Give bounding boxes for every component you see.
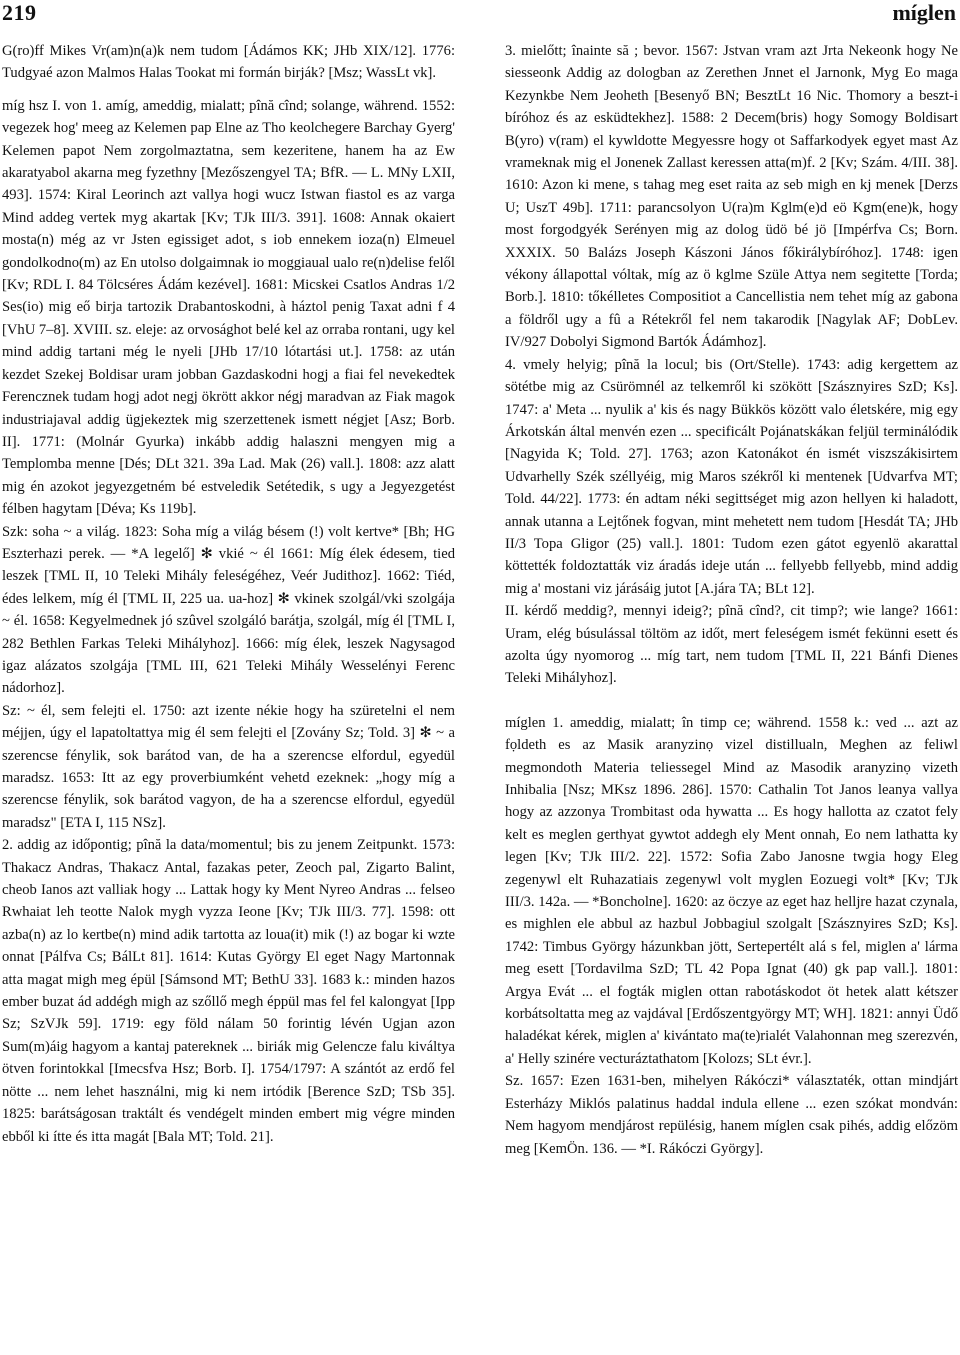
entry-paragraph: 3. mielőtt; înainte să ; bevor. 1567: Jstvan vram azt Jrta Nekeonk hogy Ne siesseonk Addig az dologban az Zerethen Jnnet el Jarnonk, Myg Eo maga Kezynkbe Nem Jeoheth [Besenyő BN; BesztLt 16 Nic. Thomory a beszt-i bíróhoz és az esküdtekhez]. 1588: 2 Decem(bris) hogy Somogy Boldisart B(yro) v(ram) el kywldotte Megyessre hogy ot Saffarkodyek egyet mast Az vrameknak mig el Jonenek Zallast keressen atta(m)f. 2 [Kv; Szám. 4/III. 38]. 1610: Azon ki mene, s tahag meg eset raita az seb migh en kj menek [Derzs U; UszT 49b]. 1711: parancsolyon U(ra)m Kglm(e)d eö Kgm(ene)k, hogy most forgodgyék Serényen mig az dolog üdö bé jö [Impérfva Cs; Born. XXXIX. 50 Balázs Joseph Kászoni János főkirálybíróhoz]. 1748: igen vékony állapottal vóltak, míg az ö kglme Szüle Attya nem segitette [Torda; Borb.]. 1810: tőkélletes Compositiot a Cancellistia nem tehet míg az gabona a földről ugy a fû a Rétekről fel nem takarodik [Nagylak AF; DobLev. IV/927 Dobolyi Sigmond Bartók Ádámhoz]. <box>505 43 958 351</box>
entry-paragraph: Szk: soha ~ a világ. 1823: Soha míg a világ bésem (!) volt kertve* [Bh; HG Eszterhazi perek. — *A legelő] ✻ vkié ~ él 1661: Míg élek édesem, tied leszek [TML II, 10 Teleki Mihály feleségéhez, Veér Judithoz]. 1662: Tiéd, édes lelkem, míg él [TML II, 225 ua. ua-hoz] ✻ vkinek szolgál/vki szolgája ~ él. 1658: Kegyelmednek jó szûvel szolgáló barátja, szolgál, míg él [TML I, 282 Bethlen Farkas Teleki Mihályhoz]. 1666: míg élek, leszek Nagysagod igaz alázatos szolgája [TML III, 621 Teleki Mihály Wesselényi Ferenc nádorhoz]. <box>2 523 455 697</box>
left-column <box>2 40 455 1345</box>
entry-paragraph: míg hsz I. von 1. amíg, ameddig, mialatt; pînă cînd; solange, während. 1552: vegezek hog' meeg az Kelemen pap Elne az Tho keolchegere Barchay Gyerg' Kelemen papot Nem zorgolmaztatna, sem kezeritene, hanem ha az Ew akaratyabol akarna meg fyzethny [Mezőszengyel TA; BfR. — L. MNy LXII, 493]. 1574: Kiral Leorinch azt vallya hogi wucz Istwan fiastol es az varga Mind addeg vertek myg akartak [Kv; TJk III/3. 391]. 1608: Annak okaiert mosta(n) még az vr Jsten egissiget adot, s iob ennekem ioza(n) Elmeuel gondolkodno(m) az En utolso dolgaimnak io moggiaual ualo re(n)delise felől [Kv; RDL I. 84 Tölcséres Ádám kezével]. 1681: Micskei Csatlos Andras 1/2 Ses(io) mig eő birja tartozik Drabantoskodni, à háztol penig Taxat adni f 4 [VhU 7–8]. XVIII. sz. eleje: az orvosághot belé kel az orraba rontani, ugy kel mind addig tartani még le nyeli [JHb 17/10 lótartási ut.]. 1758: az után kezdet Szekej Boldisar uram jobban Gazdaskodni hogj a fiai fel nevekedtek Ferencznek tudam hogj adot negj ökrött akkor négj maradvan az Fiak magok industriajaval addig ügjekeztek mig szerzettenek ismett négjet [Asz; Borb. II]. 1771: (Molnár Gyurka) inkább addig halaszni mengyen mig a Templomba menne [Dés; DLt 321. 39a Lad. Mak (26) vall.]. 1808: azz alatt mig én azokot jegyezgetném bé estveledik Setétedik, s ugy a Jegyezgetést félben hagytam [Déva; Ks 119b]. <box>2 97 455 518</box>
entry-paragraph: Sz: ~ él, sem felejti el. 1750: azt izente nékie hogy ha szüretelni el nem méjjen, úgy el lapatoltattya mig él sem felejti el [Zovány Sz; Told. 3] ✻ ~ a szerencse fénylik, sok barátod van, de ha a szerencse elfordul, egyedül maradsz. 1653: Itt az egy proverbiumként vehetd ezeknek: „hogy míg a szerencse fénylik, sok barátod vagyon, de ha a szerencse elfordul, egyedül maradsz" [ETA I, 115 NSz]. <box>2 702 455 831</box>
page-number: 219 <box>2 0 37 25</box>
entry-paragraph: G(ro)ff Mikes Vr(am)n(a)k nem tudom [Ádámos KK; JHb XIX/12]. 1776: Tudgyaé azon Malmos Halas Tookat mi formán birják? [Msz; WassLt vk]. <box>2 43 455 82</box>
page-header <box>0 0 960 40</box>
entry-paragraph: Sz. 1657: Ezen 1631-ben, mihelyen Rákóczi* választaték, ottan mindjárt Esterházy Miklós palatinus haddal indula ellene ... ezen szókat mondván: Nem hagyom mendjárost repülésig, hanem míglen csak pihés, addig előzöm meg [KemÖn. 136. — *I. Rákóczi György]. <box>505 1073 958 1157</box>
entry-paragraph: 4. vmely helyig; pînă la locul; bis (Ort/Stelle). 1743: adig kergettem az sötétbe mig az Csürömnél az telkemről ki szökött [Szásznyires SzD; Ks]. 1747: a' Meta ... nyulik a' kis és nagy Bükkös között valo életskére, mig egy Árkotskán által menvén ezen ... specificált Pojánatskákan feljül terminálódik [Nagyida K; Told. 27]. 1763; azon Katonákot én ismét viszszákisirtem Udvarhelly Szék széllyéig, mig Maros székről ki mentenek [Udvarfva MT; Told. 44/22]. 1773: én adtam néki segittséget mig azon hellyen ki haladott, annak utanna a Lejtőnek fogvan, mint mehetett nem tudom [Hesdát TA; JHb II/3 Topa Gligor (25) vall.]. 1801: Tudom ezen gátot egyenlö akarattal köttették foldoztatták viz áradás ideje után ... fellyebb fellyebb, mind addig mig a' mostani viz járásáig jutot [A.jára TA; BLt 12]. <box>505 356 958 597</box>
entry-paragraph: 2. addig az időpontig; pînă la data/momentul; bis zu jenem Zeitpunkt. 1573: Thakacz Andras, Thakacz Antal, fazakas peter, Zeoch pal, Zigarto Balint, cheob Ianos azt valliak hogy ... Lattak hogy ky Ment Nyreo Andras ... felseo Rwhaiat leh teotte Nalok mygh vyzza Ieone [Kv; TJk III/3. 77]. 1598: ott azba(n) az lo kertbe(n) mind adik tartotta az loua(it) mik (!) az bogar ki wzte onnat [Pálfva Cs; BálLt 81]. 1614: Kutas György El eget Nagy Martonnak atta magat migh meg épül [Sámsond MT; BethU 33]. 1683 k.: minden hazos ember buzat ád addégh migh az szőllő megh éppül mas fel fel kalongyat [Ipp Sz; SzVJk 59]. 1719: egy föld nálam 50 forintig lévén Ugjan azon Sum(m)áig hagyom a kantaj patereknek ... biriák mig Gelencze falu kiváltya ötven forintokkal [Imecsfva Hsz; Borb. I]. 1754/1797: A szántót az erdő fel nötte ... nem lehet használni, mig ki nem irtódik [Berence SzD; TSb 35]. 1825: barátságosan traktált és vendégelt minden embert mig végre minden ebből ki ítte és itta magát [Bala MT; Told. 21]. <box>2 837 455 1145</box>
running-headword: míglen <box>892 0 956 25</box>
right-column <box>505 40 958 1345</box>
entry-paragraph: II. kérdő meddig?, mennyi ideig?; pînă cînd?, cit timp?; wie lange? 1661: Uram, elég búsulással töltöm az időt, mert feleségem ismét fekünni esett és azolta úgy nyomorog ... míg tart, nem tudom [TML II, 221 Bánfi Dienes Teleki Mihályhoz]. <box>505 603 958 687</box>
entry-paragraph: míglen 1. ameddig, mialatt; în timp ce; während. 1558 k.: ved ... azt az fọldeth es az Masik aranyzinọ vizel distillualn, Meghen az feliwl megmondoth Materia teliessegel Mind az Masodik aranyzinọ vizeth Inhibalia [Nsz; MKsz 1896. 286]. 1570: Cathalin Tot Janos leanya vallya hogy az azzonya Trombitast oda hywatta ... Es hogy hallotta az czatot fely kelt es meglen gerthyat gywtot addegh ely Ment onnah, Eo nem lathatta ky legen [Kv; TJk III/2. 22]. 1572: Sofia Zabo Janosne twgia hogy Eleg zegenywl elt Ruhazatiais zegenywl volt myglen Eozuegi volt* [Kv; TJk III/3. 142a. — *Boncholne]. 1620: az öczye az eget haz helljre hazat czynala, es mighlen ele abbul az hazbul Jobbagiul szolgalt [Szásznyires SzD; Ks]. 1742: Timbus György házunkban jött, Sertepertélt alá s fel, miglen a' lárma meg esett [Tordavilma SzD; TL 42 Popa Ignat (40) gk pap vall.]. 1801: Argya Evát ... el fogták miglen ottan rabotáskodot öt hetek alatt kétszer korbátsoltatta meg az vajdával [Erdőszentgyörgy MT; WH]. 1821: annyi Üdő haladékat kérek, miglen a' kivántato ma(te)rialét Valahonnan meg szerezvén, a' Helly szinére vecturáztathatom [Kolozs; SLt évr.]. <box>505 714 958 1067</box>
